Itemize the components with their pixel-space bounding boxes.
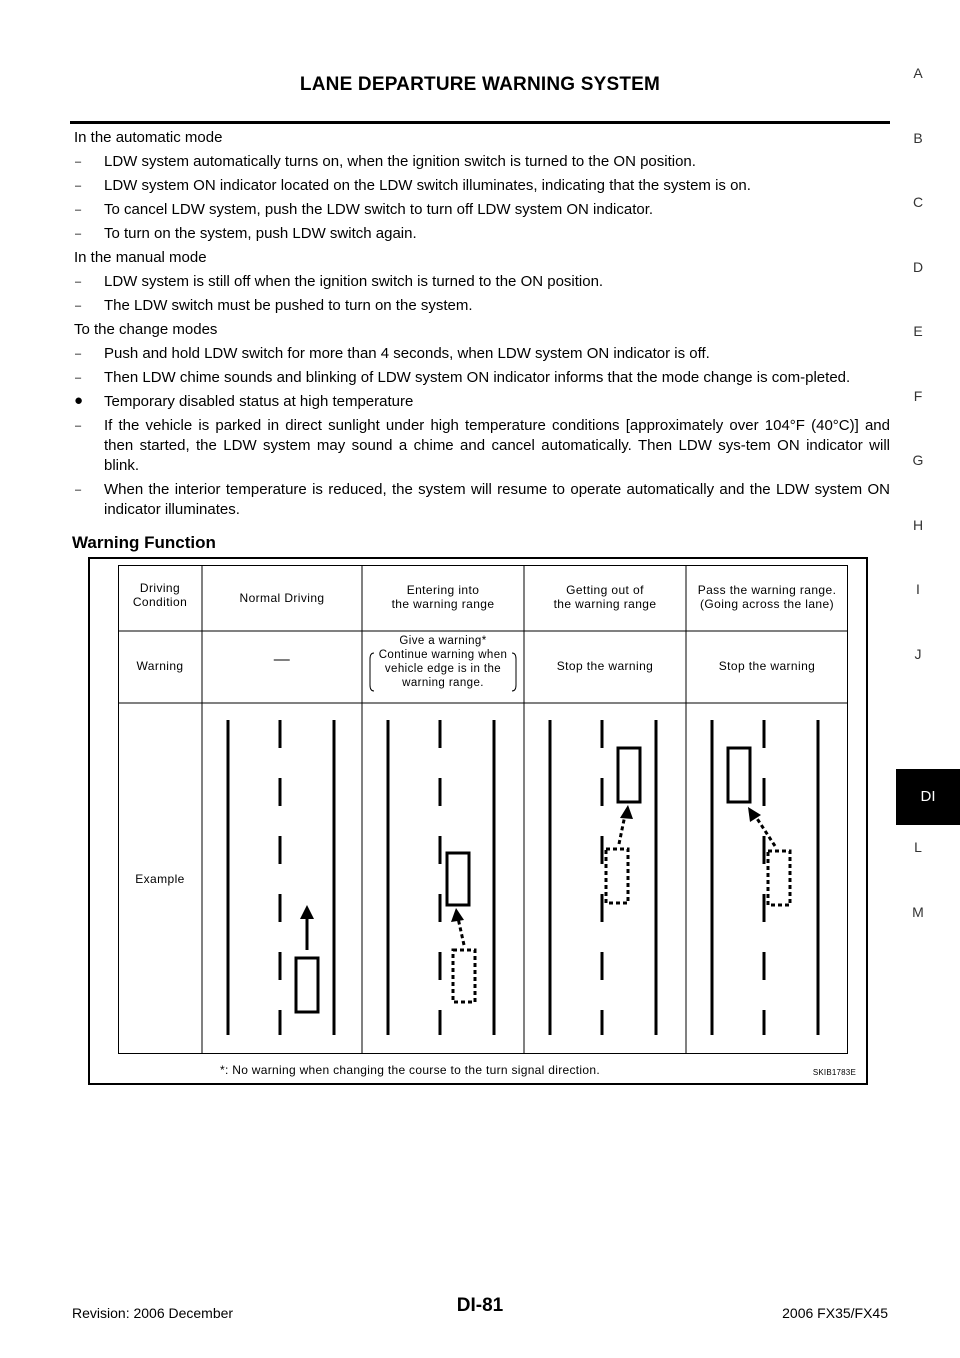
- dash-glyph: –: [75, 348, 82, 360]
- list-item: [74, 200, 890, 220]
- vehicle-ghost-icon: [606, 849, 628, 903]
- col-normal-condition: Normal Driving: [239, 591, 325, 605]
- dash-glyph: –: [75, 156, 82, 168]
- arrow-head-icon: [300, 905, 314, 919]
- list-item: [74, 272, 890, 292]
- side-index-letter[interactable]: E: [913, 323, 923, 339]
- row-label-warning: Warning: [136, 659, 184, 673]
- list-item-text: The LDW switch must be pushed to turn on the system.: [104, 297, 473, 314]
- list-item-text: To turn on the system, push LDW switch again.: [104, 225, 417, 242]
- side-index-letter[interactable]: B: [913, 130, 923, 146]
- side-index-letter[interactable]: I: [916, 581, 920, 597]
- col-normal-warning: —: [273, 651, 291, 668]
- list-item-text: If the vehicle is parked in direct sunlight under high temperature conditions [approximately over 104°F (40°C)] and then started, the LDW system may sound a chime and cancel automatically. Then LDW sys-tem ON indicator will blink.: [104, 417, 890, 474]
- figure-footnote: *: No warning when changing the course to the turn signal direction.: [220, 1063, 600, 1077]
- footer-page-number: DI-81: [456, 1295, 504, 1316]
- bullet-dot-icon: ●: [74, 392, 84, 409]
- side-index: [896, 0, 960, 1358]
- side-index-letter[interactable]: L: [914, 839, 922, 855]
- side-index-letter[interactable]: A: [913, 65, 923, 81]
- dash-glyph: –: [75, 228, 82, 240]
- list-item: [74, 480, 890, 520]
- list-item-text: LDW system automatically turns on, when the ignition switch is turned to the ON position.: [104, 153, 696, 170]
- dash-glyph: –: [75, 484, 82, 496]
- side-index-letter[interactable]: G: [912, 452, 924, 468]
- list-item: [74, 176, 890, 196]
- col-pass-condition: Pass the warning range. (Going across the lane): [697, 583, 837, 611]
- vehicle-icon: [296, 958, 318, 1012]
- path-arrow-icon: [619, 815, 625, 844]
- figure-code: SKIB1783E: [812, 1068, 856, 1077]
- list-item: [74, 224, 890, 244]
- col-entering-warning: Give a warning* Continue warning when vehicle edge is in the warning range.: [378, 635, 508, 689]
- list-item-text: When the interior temperature is reduced, the system will resume to operate automatically and the LDW system ON indicator illuminates.: [104, 481, 890, 518]
- list-item-text: Push and hold LDW switch for more than 4 seconds, when LDW system ON indicator is off.: [104, 345, 710, 362]
- body-text: [74, 128, 890, 524]
- change-mode-label: To the change modes: [74, 321, 218, 338]
- page-title: LANE DEPARTURE WARNING SYSTEM: [299, 74, 661, 95]
- row-label-example: Example: [135, 872, 185, 886]
- list-item: [74, 344, 890, 364]
- dash-glyph: –: [75, 180, 82, 192]
- auto-mode-label: In the automatic mode: [74, 129, 223, 146]
- row-label-condition: Driving Condition: [132, 581, 188, 609]
- vehicle-icon: [728, 748, 750, 802]
- title-rule: [70, 121, 890, 124]
- side-index-letter[interactable]: M: [912, 904, 924, 920]
- side-index-letter[interactable]: J: [914, 646, 922, 662]
- side-index-letter[interactable]: H: [912, 517, 924, 533]
- footer-revision: Revision: 2006 December: [72, 1305, 234, 1321]
- arrow-head-icon: [451, 908, 464, 922]
- list-item: [74, 152, 890, 172]
- vehicle-icon: [618, 748, 640, 802]
- vehicle-ghost-icon: [768, 851, 790, 905]
- arrow-head-icon: [620, 805, 633, 819]
- side-index-letter[interactable]: F: [913, 388, 923, 404]
- col-entering-condition: Entering into the warning range: [391, 583, 495, 611]
- list-item: [74, 416, 890, 476]
- list-item: [74, 296, 890, 316]
- dash-glyph: –: [75, 420, 82, 432]
- vehicle-ghost-icon: [453, 950, 475, 1002]
- bullet-item: [74, 392, 890, 412]
- dash-glyph: –: [75, 276, 82, 288]
- side-index-active-tab[interactable]: DI: [896, 769, 960, 825]
- warning-function-figure: [88, 557, 868, 1085]
- example-normal-driving: [228, 720, 334, 1035]
- side-index-letter[interactable]: C: [912, 194, 924, 210]
- footer-model: 2006 FX35/FX45: [782, 1305, 888, 1321]
- example-getting-out: [550, 720, 656, 1035]
- dash-glyph: –: [75, 372, 82, 384]
- dash-glyph: –: [75, 300, 82, 312]
- col-pass-warning: Stop the warning: [718, 659, 816, 673]
- list-item-text: LDW system ON indicator located on the LDW switch illuminates, indicating that the system is on.: [104, 177, 751, 194]
- example-pass-range: [712, 720, 818, 1035]
- dash-glyph: –: [75, 204, 82, 216]
- bullet-item-text: Temporary disabled status at high temperature: [104, 393, 414, 410]
- path-arrow-icon: [458, 918, 464, 945]
- side-index-letter[interactable]: D: [912, 259, 924, 275]
- list-item-text: LDW system is still off when the ignition switch is turned to the ON position.: [104, 273, 604, 290]
- list-item: [74, 368, 890, 388]
- manual-mode-label: In the manual mode: [74, 249, 207, 266]
- example-entering-range: [388, 720, 494, 1035]
- list-item-text: Then LDW chime sounds and blinking of LDW system ON indicator informs that the mode change is com-pleted.: [104, 369, 851, 386]
- col-getting-out-condition: Getting out of the warning range: [553, 583, 657, 611]
- col-getting-out-warning: Stop the warning: [556, 659, 654, 673]
- vehicle-icon: [447, 853, 469, 905]
- section-heading: Warning Function: [72, 533, 216, 552]
- list-item-text: To cancel LDW system, push the LDW switch to turn off LDW system ON indicator.: [104, 201, 654, 218]
